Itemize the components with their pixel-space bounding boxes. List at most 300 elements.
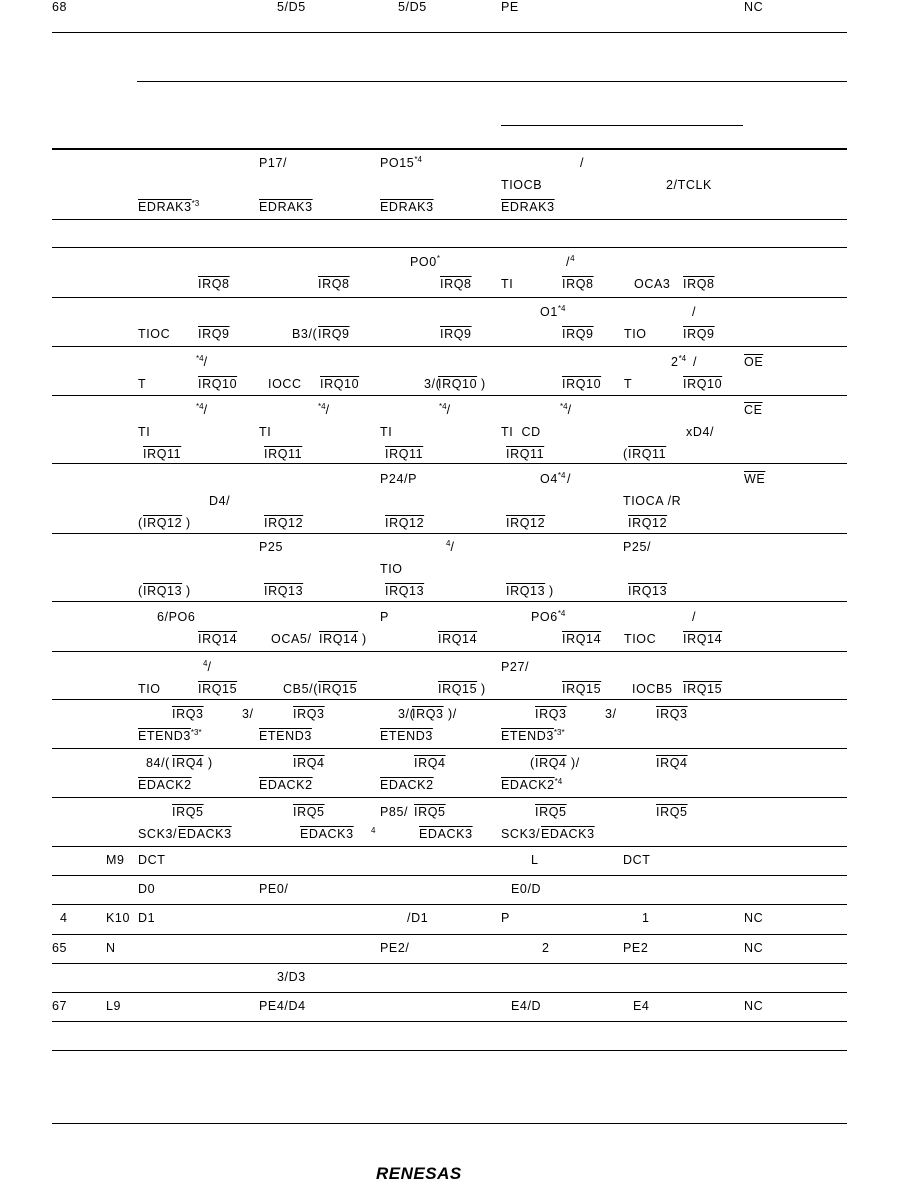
cell-text: / [446, 403, 451, 417]
table-cell [157, 610, 195, 625]
section-rule [137, 81, 847, 82]
table-cell [319, 632, 358, 647]
footnote-marker: *4 [557, 304, 566, 313]
table-cell [259, 729, 312, 744]
footnote-marker: 4 [203, 659, 208, 668]
table-cell [683, 327, 715, 342]
cell-text: / [203, 403, 208, 417]
table-cell [671, 355, 686, 370]
table-cell [438, 682, 477, 697]
table-cell [628, 516, 667, 531]
table-cell [52, 999, 67, 1014]
cell-text: IRQ13 [628, 584, 668, 598]
footnote-marker: *4 [554, 777, 563, 786]
table-cell [501, 778, 562, 793]
cell-text: EDRAK3 [501, 200, 555, 214]
table-cell [178, 827, 232, 842]
cell-text: PO0 [410, 255, 437, 269]
table-cell [440, 327, 472, 342]
cell-text: ) [208, 756, 213, 770]
cell-text: ) [362, 632, 367, 646]
row-divider [52, 601, 847, 602]
cell-text: TIO [624, 327, 647, 341]
cell-text: TIO [380, 562, 403, 576]
cell-text: IRQ11 [264, 447, 303, 461]
table-cell [106, 853, 125, 868]
cell-text: IRQ11 [143, 447, 182, 461]
table-cell [623, 941, 648, 956]
row-divider [52, 875, 847, 876]
table-cell [362, 632, 367, 647]
table-cell [628, 447, 666, 462]
cell-text: EDACK2 [380, 778, 434, 792]
cell-text: IRQ10 [562, 377, 602, 391]
table-cell [440, 277, 472, 292]
cell-text: ) [186, 584, 191, 598]
table-cell [208, 756, 213, 771]
table-cell [186, 516, 191, 531]
table-cell [562, 327, 594, 342]
table-cell [571, 756, 580, 771]
table-cell [146, 756, 170, 771]
cell-text: IRQ15 [198, 682, 238, 696]
cell-text: IRQ11 [506, 447, 545, 461]
cell-text: TIOC [624, 632, 657, 646]
cell-text: P27/ [501, 660, 530, 674]
table-cell [380, 562, 403, 577]
cell-text: E4 [633, 999, 650, 1013]
table-cell [380, 778, 434, 793]
cell-text: T [138, 377, 147, 391]
cell-text: 5/D5 [277, 0, 306, 14]
table-cell [259, 425, 271, 440]
table-cell [686, 425, 714, 440]
table-cell [562, 632, 601, 647]
cell-text: IRQ8 [198, 277, 230, 291]
cell-text: EDRAK3 [138, 200, 192, 214]
table-cell [380, 805, 408, 820]
table-cell [744, 999, 763, 1014]
footnote-marker: *4 [318, 402, 326, 411]
cell-text: D0 [138, 882, 156, 896]
table-cell [398, 0, 427, 15]
table-cell [605, 707, 617, 722]
table-cell [198, 327, 230, 342]
footnote-marker: *3* [553, 728, 565, 737]
cell-text: EDACK3 [541, 827, 595, 841]
table-cell [744, 472, 765, 487]
cell-text: EDACK3 [300, 827, 354, 841]
table-cell [624, 632, 656, 647]
table-cell [407, 911, 428, 926]
cell-text: IRQ3 [656, 707, 688, 721]
table-cell [683, 377, 722, 392]
table-cell [293, 805, 325, 820]
cell-text: IRQ3 [412, 707, 444, 721]
table-cell [277, 0, 306, 15]
cell-text: 3/D3 [277, 970, 306, 984]
footnote-marker: *4 [557, 609, 566, 618]
table-cell [560, 403, 572, 418]
table-cell [52, 941, 67, 956]
table-cell [138, 425, 150, 440]
table-cell [506, 447, 544, 462]
table-cell [624, 327, 647, 342]
footnote-marker: * [436, 254, 440, 263]
cell-text: IRQ12 [385, 516, 425, 530]
table-cell [138, 882, 155, 897]
cell-text: IRQ3 [535, 707, 567, 721]
row-divider [52, 1050, 847, 1051]
cell-text: L9 [106, 999, 122, 1013]
cell-text: 84/( [146, 756, 170, 770]
table-cell [531, 610, 565, 625]
cell-text: EDACK2 [501, 778, 555, 792]
table-cell [106, 941, 116, 956]
cell-text: P25 [259, 540, 284, 554]
row-divider [52, 748, 847, 749]
table-cell [380, 610, 389, 625]
table-cell [535, 805, 567, 820]
cell-text: P [501, 911, 510, 925]
cell-text: 67 [52, 999, 68, 1013]
cell-text: DCT [138, 853, 166, 867]
cell-text: / [580, 156, 585, 170]
cell-text: PE0/ [259, 882, 289, 896]
cell-text: B3/( [292, 327, 318, 341]
cell-text: ) [481, 682, 486, 696]
cell-text: OCA5/ [271, 632, 312, 646]
cell-text: 4 [371, 826, 377, 835]
table-cell [501, 425, 541, 440]
cell-text: IRQ12 [506, 516, 546, 530]
cell-text: 3/ [242, 707, 254, 721]
cell-text: IRQ10 [198, 377, 238, 391]
cell-text: TI [259, 425, 272, 439]
cell-text: / [693, 355, 698, 369]
cell-text: ( [138, 584, 143, 598]
cell-text: D1 [138, 911, 156, 925]
cell-text: ( [138, 516, 143, 530]
table-cell [692, 610, 696, 625]
table-cell [380, 729, 433, 744]
cell-text: ETEND3 [380, 729, 433, 743]
cell-text: IRQ9 [198, 327, 230, 341]
cell-text: SCK3/ [501, 827, 541, 841]
cell-text: PO15 [380, 156, 415, 170]
table-cell [380, 156, 422, 171]
cell-text: EDACK2 [259, 778, 313, 792]
cell-text: $\overline{WE}$ [744, 472, 766, 486]
cell-text: IRQ11 [628, 447, 667, 461]
cell-text: NC [744, 941, 764, 955]
header-sub-rule [501, 125, 743, 126]
cell-text: TIOCB [501, 178, 543, 192]
table-cell [744, 941, 763, 956]
table-cell [642, 911, 650, 926]
table-cell [292, 327, 317, 342]
table-cell [138, 729, 202, 744]
table-cell [259, 540, 283, 555]
cell-text: IRQ9 [683, 327, 715, 341]
row-divider [52, 463, 847, 464]
table-cell [380, 472, 417, 487]
cell-text: ( [623, 447, 628, 461]
cell-text: IRQ13 [506, 584, 546, 598]
cell-text: ) [481, 377, 486, 391]
cell-text: IRQ4 [172, 756, 204, 770]
cell-text: 68 [52, 0, 68, 14]
row-divider [52, 1021, 847, 1022]
cell-text: IRQ15 [683, 682, 723, 696]
table-cell [501, 729, 565, 744]
row-divider [52, 797, 847, 798]
table-cell [623, 853, 651, 868]
cell-text: xD4/ [686, 425, 715, 439]
table-cell [481, 682, 486, 697]
table-cell [198, 277, 230, 292]
row-divider [52, 395, 847, 396]
table-cell [172, 805, 204, 820]
row-divider [52, 846, 847, 847]
table-cell [446, 540, 455, 555]
table-cell [318, 403, 330, 418]
table-cell [414, 805, 446, 820]
table-cell [264, 447, 302, 462]
footnote-marker: *4 [196, 354, 204, 363]
cell-text: EDACK3 [178, 827, 232, 841]
table-cell [419, 827, 473, 842]
table-cell [501, 178, 542, 193]
table-cell [414, 756, 446, 771]
cell-text: IRQ15 [318, 682, 358, 696]
cell-text: IRQ13 [264, 584, 304, 598]
cell-text: CB5/( [283, 682, 318, 696]
cell-text: P17/ [259, 156, 288, 170]
cell-text: PE4/D4 [259, 999, 306, 1013]
table-cell [656, 707, 688, 722]
table-cell [633, 999, 650, 1014]
page-bottom-rule [52, 1123, 847, 1124]
cell-text: 5/D5 [398, 0, 427, 14]
cell-text: EDRAK3 [380, 200, 434, 214]
cell-text: / [567, 403, 572, 417]
table-cell [196, 355, 208, 370]
table-cell [692, 305, 696, 320]
table-cell [501, 827, 540, 842]
cell-text: EDRAK3 [259, 200, 313, 214]
table-cell [501, 0, 519, 15]
table-cell [580, 156, 584, 171]
table-cell [628, 584, 667, 599]
cell-text: 65 [52, 941, 68, 955]
cell-text: IRQ8 [440, 277, 472, 291]
table-cell [198, 632, 237, 647]
cell-text: DCT [623, 853, 651, 867]
cell-text: NC [744, 999, 764, 1013]
table-cell [293, 707, 325, 722]
cell-text: IRQ3 [172, 707, 204, 721]
table-cell [138, 377, 146, 392]
cell-text: TI CD [501, 425, 541, 439]
table-cell [318, 682, 357, 697]
cell-text: 6/PO6 [157, 610, 196, 624]
cell-text: IRQ5 [172, 805, 204, 819]
cell-text: IRQ5 [414, 805, 446, 819]
table-cell [438, 377, 477, 392]
cell-text: IRQ8 [318, 277, 350, 291]
row-divider [52, 699, 847, 700]
cell-text: TI [380, 425, 393, 439]
table-cell [242, 707, 254, 722]
row-divider [52, 533, 847, 534]
cell-text: PE2/ [380, 941, 410, 955]
cell-text: / [566, 255, 571, 269]
cell-text: IRQ12 [628, 516, 668, 530]
cell-text: IRQ4 [656, 756, 688, 770]
table-cell [693, 355, 697, 370]
footnote-marker: *4 [560, 402, 568, 411]
table-cell [683, 682, 722, 697]
table-cell [542, 941, 550, 956]
cell-text: 3/( [398, 707, 415, 721]
table-cell [259, 156, 287, 171]
cell-text: O1 [540, 305, 558, 319]
cell-text: TIOC [138, 327, 171, 341]
table-cell [531, 853, 539, 868]
row-divider [52, 963, 847, 964]
cell-text: 1 [642, 911, 650, 925]
footnote-marker: *4 [439, 402, 447, 411]
cell-text: ETEND3 [501, 729, 554, 743]
table-cell [198, 682, 237, 697]
cell-text: IRQ14 [562, 632, 602, 646]
cell-text: T [624, 377, 633, 391]
table-cell [138, 827, 177, 842]
cell-text: IRQ9 [440, 327, 472, 341]
footnote-marker: *4 [557, 471, 566, 480]
table-cell [380, 425, 392, 440]
cell-text: TIOCA /R [623, 494, 682, 508]
table-cell [412, 707, 444, 722]
cell-text: IOCC [268, 377, 302, 391]
cell-text: IRQ8 [562, 277, 594, 291]
table-cell [744, 0, 763, 15]
table-cell [172, 707, 204, 722]
table-cell [259, 999, 306, 1014]
cell-text: IRQ15 [438, 682, 478, 696]
table-cell [562, 682, 601, 697]
table-cell [259, 882, 289, 897]
table-cell [138, 778, 192, 793]
cell-text: IRQ11 [385, 447, 424, 461]
cell-text: O4 [540, 472, 558, 486]
table-cell [632, 682, 673, 697]
row-divider [52, 297, 847, 298]
cell-text: L [531, 853, 539, 867]
page-top-rule [52, 32, 847, 33]
cell-text: NC [744, 911, 764, 925]
cell-text: K10 [106, 911, 131, 925]
table-cell [196, 403, 208, 418]
cell-text: ETEND3 [259, 729, 312, 743]
cell-text: IRQ4 [293, 756, 325, 770]
table-cell [264, 516, 303, 531]
footnote-marker: *4 [196, 402, 204, 411]
cell-text: )/ [571, 756, 580, 770]
row-divider [52, 219, 847, 220]
table-cell [283, 682, 318, 697]
cell-text: / [203, 355, 208, 369]
table-cell [380, 200, 434, 215]
table-cell [264, 584, 303, 599]
cell-text: TI [138, 425, 151, 439]
cell-text: IRQ14 [198, 632, 238, 646]
table-cell [268, 377, 302, 392]
footnote-marker: *3* [190, 728, 202, 737]
cell-text: IRQ4 [414, 756, 446, 770]
table-cell [385, 447, 423, 462]
table-cell [566, 255, 575, 270]
table-cell [143, 584, 182, 599]
row-divider [52, 651, 847, 652]
cell-text: NC [744, 0, 764, 14]
cell-text: IRQ14 [438, 632, 478, 646]
cell-text: 4 [60, 911, 68, 925]
cell-text: EDACK3 [419, 827, 473, 841]
footnote-marker: 4 [446, 539, 451, 548]
cell-text: / [207, 660, 212, 674]
table-cell [259, 778, 313, 793]
table-cell [318, 327, 350, 342]
cell-text: IRQ13 [385, 584, 425, 598]
table-cell [683, 632, 722, 647]
cell-text: IRQ5 [656, 805, 688, 819]
table-top-rule [52, 148, 847, 150]
cell-text: N [106, 941, 116, 955]
cell-text: P [380, 610, 389, 624]
cell-text: $\overline{OE}$ [744, 355, 764, 369]
table-cell [52, 0, 67, 15]
table-cell [501, 277, 513, 292]
table-cell [138, 853, 166, 868]
cell-text: ) [549, 584, 554, 598]
table-cell [186, 584, 191, 599]
table-cell [623, 494, 681, 509]
table-cell [535, 756, 567, 771]
table-cell [562, 277, 594, 292]
cell-text: /D1 [407, 911, 429, 925]
cell-text: P24/P [380, 472, 418, 486]
table-cell [277, 970, 306, 985]
footnote-marker: 4 [570, 254, 575, 263]
table-cell [385, 584, 424, 599]
cell-text: IRQ5 [535, 805, 567, 819]
table-cell [106, 999, 121, 1014]
cell-text: IRQ12 [143, 516, 183, 530]
footnote-marker: *4 [414, 155, 422, 164]
cell-text: E4/D [511, 999, 542, 1013]
cell-text: $\overline{CE}$ [744, 403, 763, 417]
table-cell [209, 494, 230, 509]
table-cell [656, 805, 688, 820]
cell-text: IRQ15 [562, 682, 602, 696]
table-cell [623, 540, 651, 555]
table-cell [541, 827, 595, 842]
table-cell [138, 682, 161, 697]
cell-text: 2 [542, 941, 550, 955]
table-cell [535, 707, 567, 722]
